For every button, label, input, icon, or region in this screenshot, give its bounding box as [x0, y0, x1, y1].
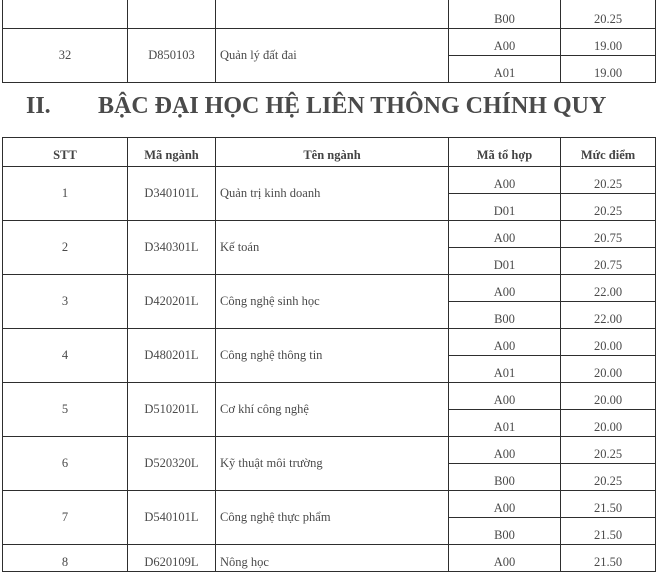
section-title: BẬC ĐẠI HỌC HỆ LIÊN THÔNG CHÍNH QUY: [98, 93, 607, 119]
combo-cell: A00: [449, 383, 561, 410]
table-header-row: [3, 138, 656, 167]
score-cell: 19.00: [561, 28, 656, 55]
stt-cell: 4: [3, 329, 128, 383]
combo-cell: A00: [449, 545, 561, 572]
combo-cell: D01: [449, 248, 561, 275]
table-row: [3, 28, 656, 55]
header-code: Mã ngành: [128, 138, 216, 167]
name-cell: Quản lý đất đai: [216, 28, 449, 82]
combo-cell: A00: [449, 491, 561, 518]
score-cell: 20.00: [561, 410, 656, 437]
score-cell: 22.00: [561, 275, 656, 302]
score-cell: 19.00: [561, 55, 656, 82]
combo-cell: A01: [449, 410, 561, 437]
score-cell: 20.25: [561, 464, 656, 491]
table-row: [3, 329, 656, 356]
combo-cell: A00: [449, 221, 561, 248]
stt-cell: 3: [3, 275, 128, 329]
name-cell: Công nghệ sinh học: [216, 275, 449, 329]
header-score: Mức điểm: [561, 138, 656, 167]
code-cell: D420201L: [128, 275, 216, 329]
code-cell: [128, 0, 216, 28]
combo-cell: B00: [449, 0, 561, 28]
section-heading: [26, 93, 606, 120]
stt-cell: [3, 0, 128, 28]
combo-cell: A01: [449, 356, 561, 383]
name-cell: Công nghệ thực phẩm: [216, 491, 449, 545]
name-cell: Kỹ thuật môi trường: [216, 437, 449, 491]
code-cell: D540101L: [128, 491, 216, 545]
code-cell: D340301L: [128, 221, 216, 275]
score-cell: 20.00: [561, 356, 656, 383]
code-cell: D340101L: [128, 167, 216, 221]
score-cell: 21.50: [561, 518, 656, 545]
name-cell: Nông học: [216, 545, 449, 572]
name-cell: Cơ khí công nghệ: [216, 383, 449, 437]
admission-scores-table: [2, 137, 656, 572]
score-cell: 20.75: [561, 248, 656, 275]
code-cell: D850103: [128, 28, 216, 82]
score-cell: 21.50: [561, 545, 656, 572]
combo-cell: A00: [449, 329, 561, 356]
header-stt: STT: [3, 138, 128, 167]
section-number: II.: [26, 93, 51, 119]
stt-cell: 6: [3, 437, 128, 491]
combo-cell: B00: [449, 518, 561, 545]
table-row: [3, 437, 656, 464]
score-cell: 20.25: [561, 0, 656, 28]
combo-cell: A00: [449, 167, 561, 194]
table-row: [3, 221, 656, 248]
combo-cell: A00: [449, 437, 561, 464]
stt-cell: 7: [3, 491, 128, 545]
stt-cell: 2: [3, 221, 128, 275]
table-row: [3, 0, 656, 28]
score-cell: 20.75: [561, 221, 656, 248]
name-cell: Kế toán: [216, 221, 449, 275]
score-cell: 20.00: [561, 329, 656, 356]
score-cell: 20.00: [561, 383, 656, 410]
combo-cell: A00: [449, 28, 561, 55]
score-cell: 21.50: [561, 491, 656, 518]
combo-cell: A00: [449, 275, 561, 302]
score-cell: 20.25: [561, 437, 656, 464]
stt-cell: 5: [3, 383, 128, 437]
table-row: [3, 167, 656, 194]
score-cell: 22.00: [561, 302, 656, 329]
header-combo: Mã tổ hợp: [449, 138, 561, 167]
name-cell: [216, 0, 449, 28]
table-row: [3, 545, 656, 572]
stt-cell: 1: [3, 167, 128, 221]
table-row: [3, 275, 656, 302]
combo-cell: B00: [449, 464, 561, 491]
previous-section-table: [2, 0, 656, 83]
stt-cell: 32: [3, 28, 128, 82]
code-cell: D480201L: [128, 329, 216, 383]
table-row: [3, 491, 656, 518]
combo-cell: D01: [449, 194, 561, 221]
header-name: Tên ngành: [216, 138, 449, 167]
combo-cell: A01: [449, 55, 561, 82]
score-cell: 20.25: [561, 194, 656, 221]
table-row: [3, 383, 656, 410]
name-cell: Quản trị kinh doanh: [216, 167, 449, 221]
combo-cell: B00: [449, 302, 561, 329]
code-cell: D620109L: [128, 545, 216, 572]
code-cell: D520320L: [128, 437, 216, 491]
code-cell: D510201L: [128, 383, 216, 437]
score-cell: 20.25: [561, 167, 656, 194]
stt-cell: 8: [3, 545, 128, 572]
name-cell: Công nghệ thông tin: [216, 329, 449, 383]
